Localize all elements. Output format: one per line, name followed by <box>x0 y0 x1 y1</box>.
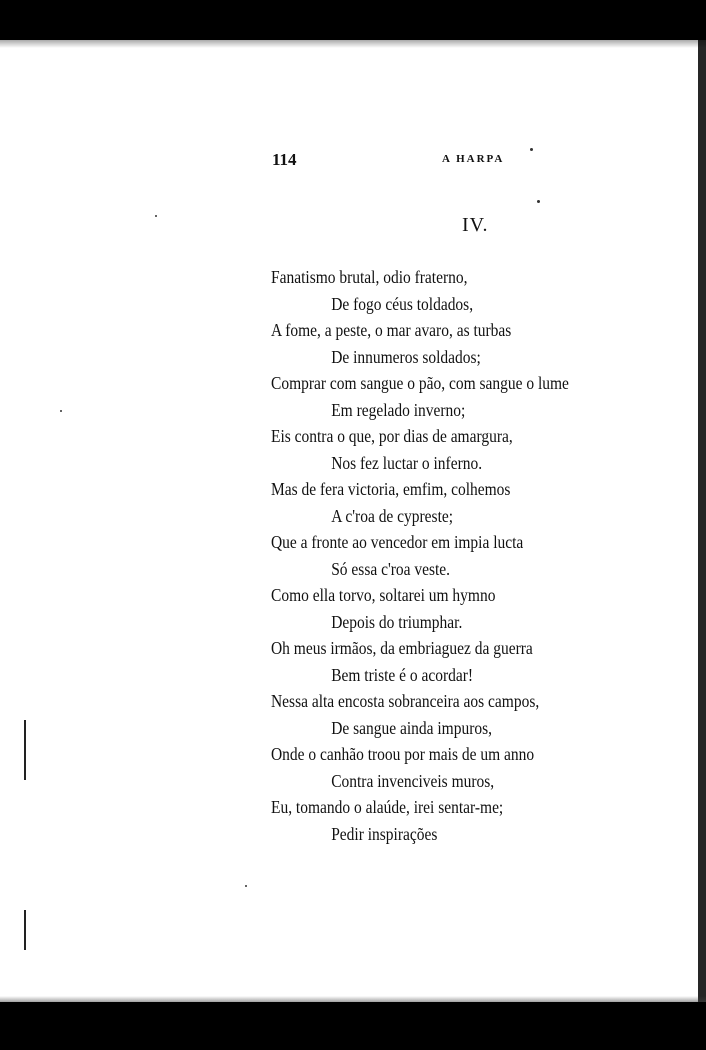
scan-border-top <box>0 0 706 40</box>
dust-speck <box>60 410 62 412</box>
poem-line: De innumeros soldados; <box>331 346 481 367</box>
poem-line: Comprar com sangue o pão, com sangue o lume <box>271 373 569 393</box>
poem <box>271 264 617 847</box>
poem-line: Oh meus irmãos, da embriaguez da guerra <box>271 638 533 658</box>
scan-border-right <box>698 40 706 1002</box>
scan-mark-left <box>24 720 26 780</box>
poem-line: Pedir inspirações <box>331 823 438 844</box>
poem-line: A fome, a peste, o mar avaro, as turbas <box>271 320 512 340</box>
poem-line: Depois do triumphar. <box>331 611 463 632</box>
poem-line: Nessa alta encosta sobranceira aos campos, <box>271 691 540 711</box>
poem-line: Bem triste é o acordar! <box>331 664 474 685</box>
poem-line: Fanatismo brutal, odio fraterno, <box>271 267 468 287</box>
poem-line: Mas de fera victoria, emfim, colhemos <box>271 479 511 499</box>
section-number: IV. <box>462 214 489 236</box>
page-header <box>272 150 692 174</box>
poem-line: Em regelado inverno; <box>331 399 466 420</box>
dust-speck <box>155 215 157 217</box>
scan-mark-left-lower <box>24 910 26 950</box>
poem-line: De fogo céus toldados, <box>331 293 474 314</box>
poem-line: Onde o canhão troou por mais de um anno <box>271 744 535 764</box>
scan-border-bottom <box>0 1002 706 1050</box>
scan-shadow-top <box>0 40 706 48</box>
poem-line: Contra invenciveis muros, <box>331 770 495 791</box>
dust-speck <box>537 200 540 203</box>
poem-line: Eu, tomando o alaúde, irei sentar-me; <box>271 797 504 817</box>
poem-line: Nos fez luctar o inferno. <box>331 452 483 473</box>
poem-line: Como ella torvo, soltarei um hymno <box>271 585 496 605</box>
poem-line: Só essa c'roa veste. <box>331 558 451 579</box>
running-head: A HARPA <box>442 153 505 165</box>
poem-line: De sangue ainda impuros, <box>331 717 492 738</box>
poem-line: Que a fronte ao vencedor em impia lucta <box>271 532 524 552</box>
page-number: 114 <box>272 150 297 169</box>
poem-line: A c'roa de cypreste; <box>331 505 454 526</box>
dust-speck <box>245 885 247 887</box>
poem-line: Eis contra o que, por dias de amargura, <box>271 426 513 446</box>
